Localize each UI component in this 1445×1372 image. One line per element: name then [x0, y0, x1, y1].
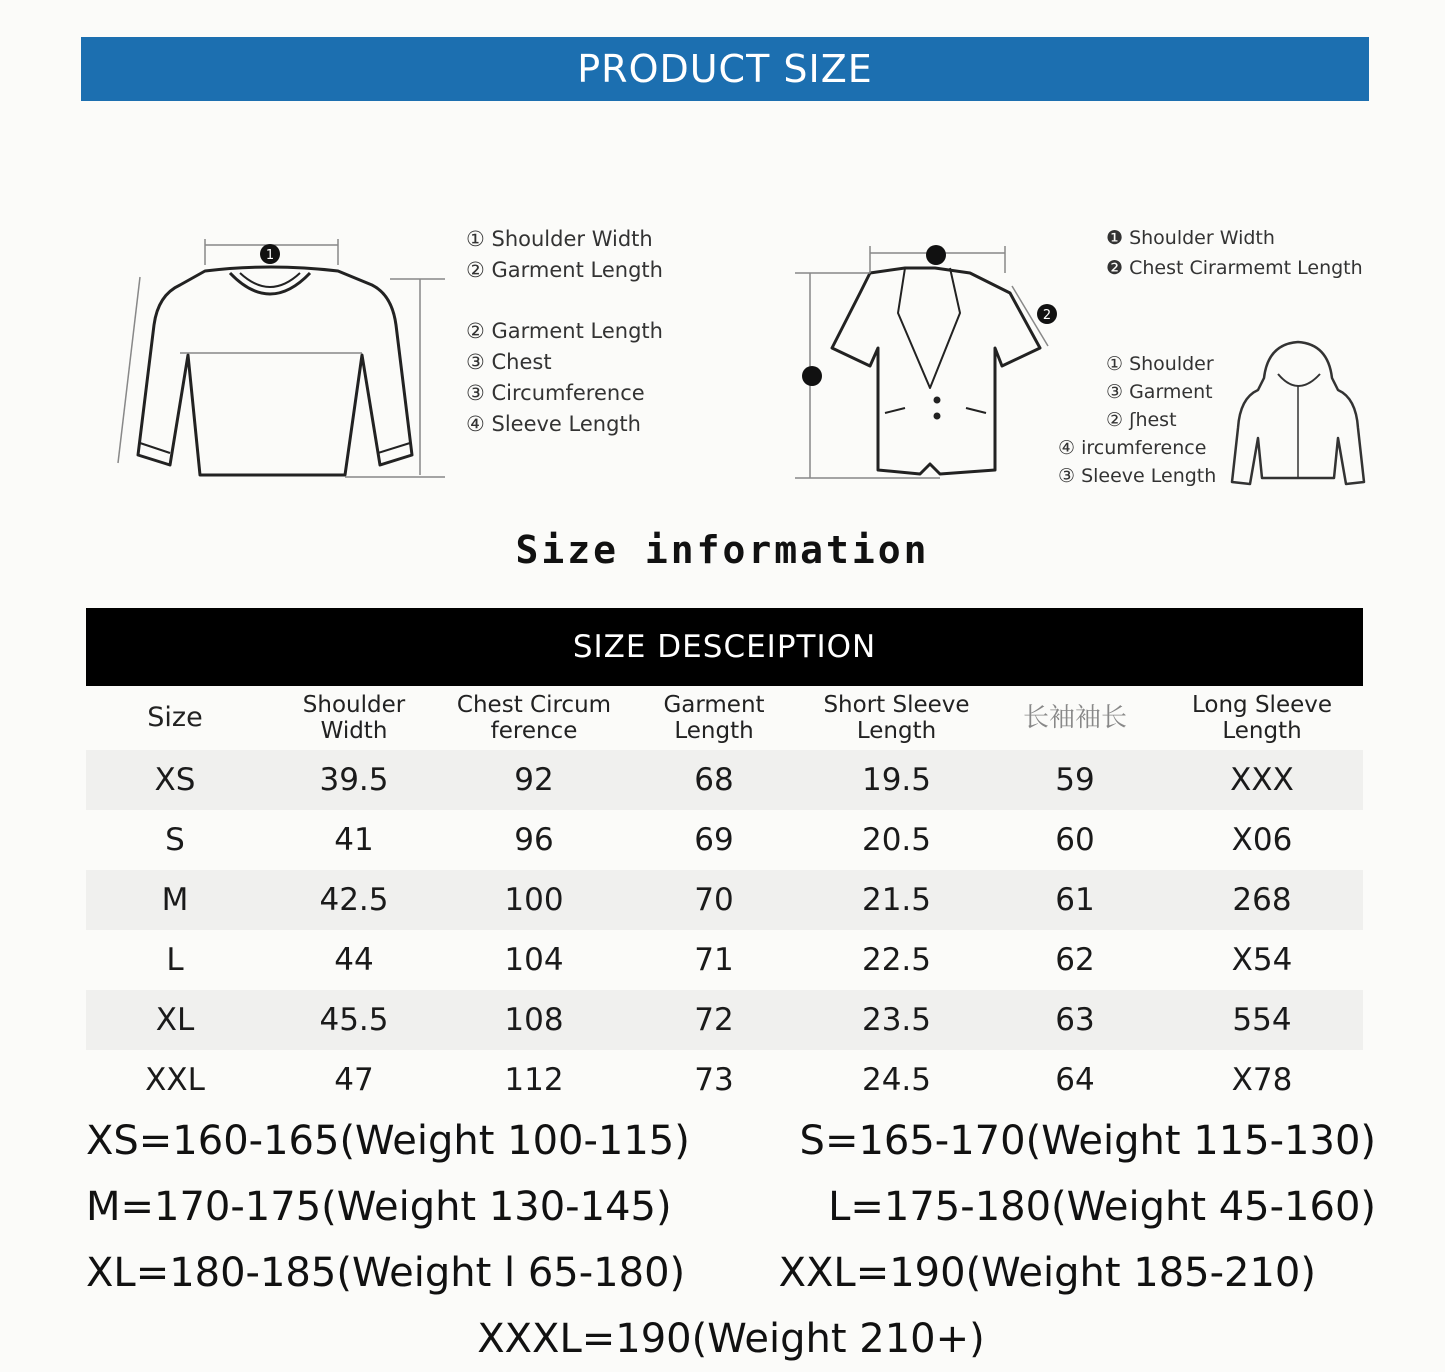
legend-item: ② Garment Length [466, 319, 663, 343]
cell-size: L [166, 942, 184, 978]
sweater-legend [466, 224, 663, 440]
cell-size: XXL [145, 1062, 205, 1098]
table-row [86, 990, 1363, 1050]
cell-chest: 104 [504, 942, 564, 978]
legend-item: ③ Circumference [466, 381, 645, 405]
cell-chest: 92 [444, 750, 624, 810]
legend-item: ① Shoulder [1106, 353, 1214, 375]
table-row [86, 810, 1363, 870]
cell-cn: 61 [989, 870, 1161, 930]
cell-garment: 71 [694, 942, 734, 978]
cell-shoulder: 41 [334, 822, 374, 858]
cell-chest: 112 [504, 1062, 564, 1098]
cell-shoulder: 45.5 [264, 990, 444, 1050]
legend-item: ③ Sleeve Length [1058, 465, 1217, 487]
header-chest-circumference: Chest Circum ference [456, 692, 612, 744]
legend-item: ❷ Chest Cirarmemt Length [1106, 257, 1363, 279]
cell-short-sleeve: 21.5 [804, 870, 989, 930]
cell-garment: 69 [694, 822, 734, 858]
cell-size: XS [86, 750, 264, 810]
legend-item: ② Garment Length [466, 258, 663, 282]
legend-item: ① Shoulder Width [466, 227, 653, 251]
table-row [86, 750, 1363, 810]
legend-item: ④ ircumference [1058, 437, 1207, 459]
cell-size: S [165, 822, 185, 858]
size-table [86, 686, 1363, 1110]
weight-row [86, 1306, 1376, 1372]
cell-chest: 100 [444, 870, 624, 930]
cell-short-sleeve: 24.5 [861, 1062, 932, 1098]
cell-cn: 60 [1055, 822, 1095, 858]
header-short-sleeve-length: Short Sleeve Length [823, 692, 970, 744]
cell-chest: 96 [514, 822, 554, 858]
cell-chest: 108 [444, 990, 624, 1050]
legend-item: ② ʃhest [1106, 409, 1177, 431]
blazer-diagram [790, 238, 1070, 488]
weight-row [86, 1174, 1376, 1240]
cell-size: M [86, 870, 264, 930]
cell-shoulder: 42.5 [264, 870, 444, 930]
hoodie-legend [1058, 350, 1216, 490]
table-row [86, 870, 1363, 930]
weight-l: L=175-180(Weight 45-160) [828, 1184, 1376, 1230]
weight-guide [86, 1108, 1376, 1372]
header-shoulder-width: Shoulder Width [302, 692, 406, 744]
sweater-diagram [100, 235, 450, 485]
marker-1-label: 1 [265, 248, 275, 263]
legend-item: ③ Garment [1106, 381, 1213, 403]
weight-xxxl: XXXL=190(Weight 210+) [477, 1316, 985, 1362]
hoodie-diagram [1228, 338, 1368, 490]
cell-long-sleeve: 268 [1161, 870, 1363, 930]
cell-long-sleeve: X54 [1231, 942, 1293, 978]
cell-garment: 68 [624, 750, 804, 810]
size-description-bar [86, 608, 1363, 686]
header-garment-length: Garment Length [663, 692, 765, 744]
cell-shoulder: 47 [334, 1062, 374, 1098]
marker-2-label: 2 [1042, 308, 1052, 323]
cell-garment: 72 [624, 990, 804, 1050]
cell-garment: 73 [694, 1062, 734, 1098]
cell-cn: 59 [989, 750, 1161, 810]
cell-short-sleeve: 19.5 [804, 750, 989, 810]
banner-title: PRODUCT SIZE [577, 47, 873, 91]
weight-m: M=170-175(Weight 130-145) [86, 1184, 672, 1230]
weight-xs: XS=160-165(Weight 100-115) [86, 1118, 690, 1164]
cell-garment: 70 [624, 870, 804, 930]
weight-xl: XL=180-185(Weight l 65-180) [86, 1250, 686, 1296]
cell-size: XL [86, 990, 264, 1050]
cell-long-sleeve: XXX [1161, 750, 1363, 810]
cell-long-sleeve: X78 [1231, 1062, 1293, 1098]
product-size-banner [81, 37, 1369, 101]
header-long-sleeve-cn: 长袖袖长 [1022, 703, 1127, 733]
size-description-title: SIZE DESCEIPTION [572, 629, 877, 665]
size-information-title: Size information [515, 528, 930, 572]
blazer-legend [1106, 223, 1363, 283]
weight-row [86, 1108, 1376, 1174]
table-row [86, 930, 1363, 990]
cell-shoulder: 44 [334, 942, 374, 978]
cell-cn: 64 [1055, 1062, 1095, 1098]
legend-item: ④ Sleeve Length [466, 412, 641, 436]
weight-xxl: XXL=190(Weight 185-210) [778, 1250, 1316, 1296]
weight-row [86, 1240, 1376, 1306]
header-long-sleeve-length: Long Sleeve Length [1191, 692, 1333, 744]
cell-short-sleeve: 23.5 [804, 990, 989, 1050]
cell-cn: 63 [989, 990, 1161, 1050]
table-row [86, 1050, 1363, 1110]
cell-shoulder: 39.5 [264, 750, 444, 810]
weight-s: S=165-170(Weight 115-130) [799, 1118, 1376, 1164]
cell-cn: 62 [1055, 942, 1095, 978]
cell-long-sleeve: X06 [1231, 822, 1293, 858]
cell-short-sleeve: 20.5 [861, 822, 932, 858]
legend-item: ③ Chest [466, 350, 552, 374]
cell-long-sleeve: 554 [1161, 990, 1363, 1050]
header-size: Size [147, 702, 203, 733]
cell-short-sleeve: 22.5 [861, 942, 932, 978]
legend-item: ❶ Shoulder Width [1106, 227, 1275, 249]
table-header-row [86, 686, 1363, 750]
